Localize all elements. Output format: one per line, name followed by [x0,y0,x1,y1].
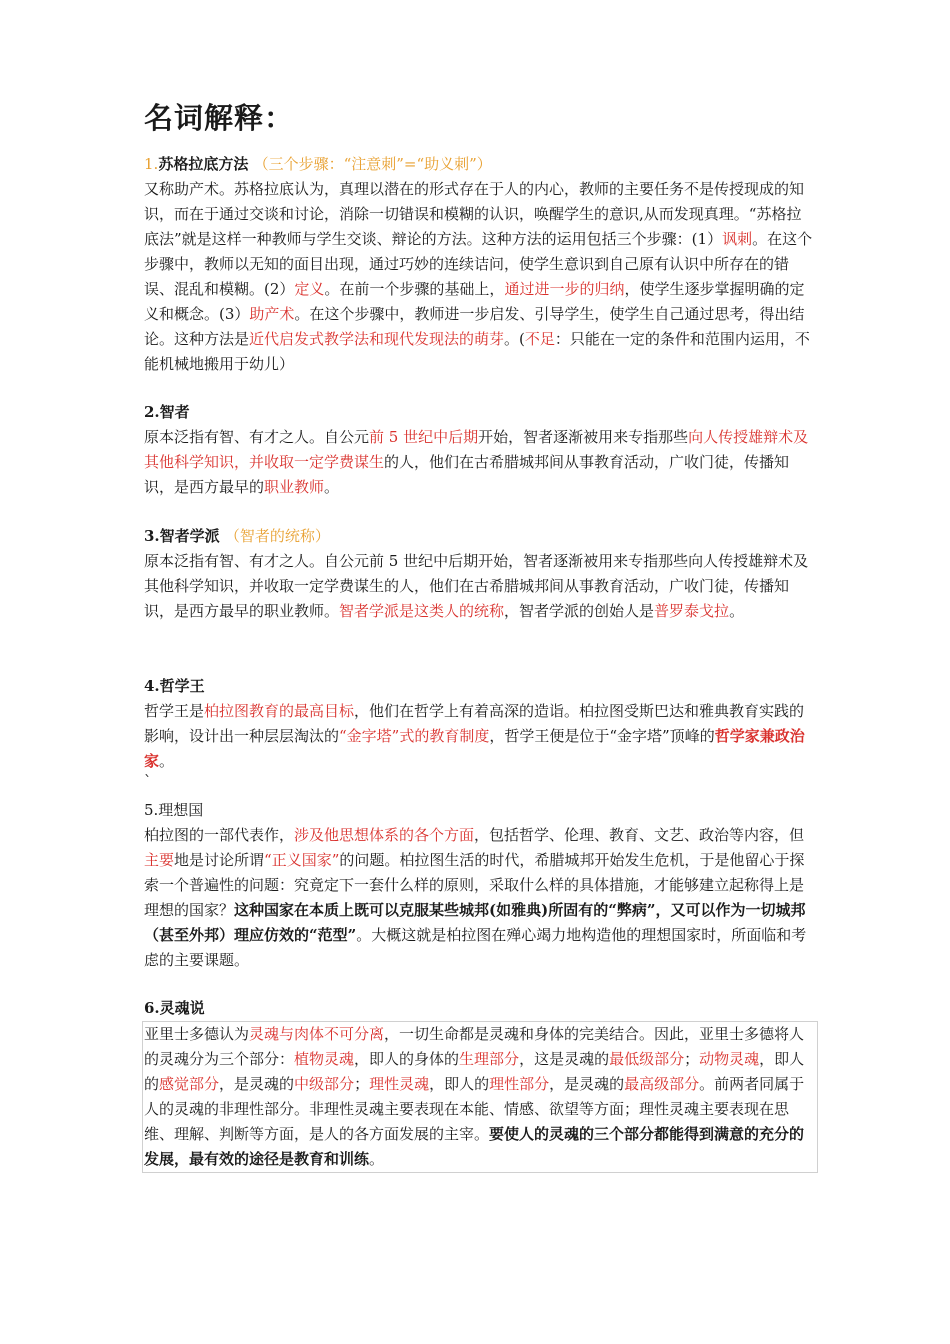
highlight-text: 动物灵魂 [699,1050,760,1068]
highlight-text: 最高级部分 [624,1075,700,1093]
highlight-text: 普罗泰戈拉 [654,602,730,620]
entry-body [144,823,814,973]
body-text: 亚里士多德认为 [144,1025,250,1043]
body-text: 哲学王是 [144,702,205,720]
body-text: 。大概这就是柏拉图在殚心竭力地构造他的理想国家时，所面临和考虑的主要课题。 [144,926,807,969]
highlight-text: 通过进一步的归纳 [504,280,625,298]
body-text: ，是灵魂的 [219,1075,295,1093]
body-text: 柏拉图的一部代表作， [144,826,295,844]
body-text: 原本泛指有智、有才之人。自公元 [144,428,370,446]
body-text: ，哲学王便是位于“金字塔”顶峰的 [489,727,715,745]
highlight-text: 哲学家兼政治家 [144,727,805,770]
entry-term: 3.智者学派 [144,527,220,545]
body-text: ，即人的 [144,1050,805,1093]
entry-body [142,1021,818,1173]
entry-sophist [144,400,814,500]
body-text: ，智者学派的创始人是 [504,602,655,620]
body-text: 开始，智者逐渐被用来专指那些 [478,428,689,446]
entry-heading [144,524,814,549]
body-text: 。 [324,478,340,496]
highlight-text: “金字塔”式的教育制度 [339,727,490,745]
highlight-text: 涉及他思想体系的各个方面 [294,826,475,844]
body-text: ，即人的 [429,1075,490,1093]
entry-body [144,549,814,624]
highlight-text: 不足 [524,330,555,348]
entry-heading: 6.灵魂说 [144,999,205,1017]
entry-socratic-method [144,152,814,377]
highlight-text: 助产术 [249,305,295,323]
body-text: 的人，他们在古希腊城邦间从事教育活动，广收门徒，传播知识，是西方最早的 [144,453,790,496]
entry-philosopher-king [144,674,814,774]
body-text: ，是灵魂的 [549,1075,625,1093]
stray-mark: ` [144,772,152,790]
page-title: 名词解释： [144,101,295,135]
highlight-text: 生理部分 [459,1050,520,1068]
body-text: 。在前一个步骤的基础上， [324,280,505,298]
highlight-text: 前 5 世纪中后期 [369,428,479,446]
entry-heading [144,152,814,177]
highlight-text: 感觉部分 [159,1075,220,1093]
highlight-text: 近代启发式教学法和现代发现法的萌芽 [249,330,505,348]
body-text: ：只能在一定的条件和范围内运用，不能机械地搬用于幼儿） [144,330,810,373]
body-text: ，这是灵魂的 [519,1050,610,1068]
entry-body [144,177,814,377]
body-text: 地是讨论所谓 [174,851,265,869]
body-text: 原本泛指有智、有才之人。自公元前 5 世纪中后期开始，智者逐渐被用来专指那些向人传授雄辩术及其他科学知识，并收取一定学费谋生的人，他们在古希腊城邦间从事教育活动，广收门徒，传播知识，是西方最早的职业教师。 [144,552,809,620]
highlight-text: 最低级部分 [609,1050,685,1068]
highlight-text: 定义 [294,280,325,298]
body-text: 。 [369,1150,385,1168]
body-text: ，使学生逐步掌握明确的定义和概念。(3） [144,280,805,323]
entry-number: 1. [144,155,159,173]
body-text: ，他们在哲学上有着高深的造诣。柏拉图受斯巴达和雅典教育实践的影响，设计出一种层层淘汰的 [144,702,805,745]
body-text: ，一切生命都是灵魂和身体的完美结合。因此，亚里士多德将人的灵魂分为三个部分： [144,1025,805,1068]
body-text: 。 [159,752,175,770]
entry-body [144,425,814,500]
body-text: ； [684,1050,700,1068]
highlight-text: 向人传授雄辩术及其他科学知识，并收取一定学费谋生 [144,428,809,471]
body-text: ； [354,1075,370,1093]
body-text: 。 [729,602,745,620]
body-text: 。在这个步骤中，教师进一步启发、引导学生，使学生自己通过思考，得出结论。这种方法是 [144,305,805,348]
entry-heading: 4.哲学王 [144,677,205,695]
highlight-text: 灵魂与肉体不可分离 [249,1025,385,1043]
body-text: 的问题。柏拉图生活的时代，希腊城邦开始发生危机，于是他留心于探索一个普遍性的问题：究竟定下一套什么样的原则，采取什么样的具体措施，才能够建立起称得上是理想的国家？ [144,851,805,919]
entry-heading: 2.智者 [144,403,190,421]
body-text: 。在这个步骤中，教师以无知的面目出现，通过巧妙的连续诘问，使学生意识到自己原有认识中所存在的错误、混乱和模糊。(2） [144,230,813,298]
entry-heading: 5.理想国 [144,801,204,819]
highlight-text: 理性部分 [489,1075,550,1093]
highlight-text: 植物灵魂 [294,1050,355,1068]
body-text: ，包括哲学、伦理、教育、文艺、政治等内容，但 [474,826,805,844]
highlight-text: 职业教师 [264,478,325,496]
entry-body [144,699,814,774]
highlight-text: 讽刺 [722,230,753,248]
body-text: 又称助产术。苏格拉底认为，真理以潜在的形式存在于人的内心，教师的主要任务不是传授现成的知识，而在于通过交谈和讨论，消除一切错误和模糊的认识，唤醒学生的意识,从而发现真理。“苏格拉底法”就是这样一种教师与学生交谈、辩论的方法。这种方法的运用包括三个步骤：(1） [144,180,805,248]
bold-text: 要使人的灵魂的三个部分都能得到满意的充分的发展，最有效的途径是教育和训练 [144,1125,805,1168]
body-text: 。( [504,330,525,348]
highlight-text: 主要 [144,851,175,869]
highlight-text: 柏拉图教育的最高目标 [204,702,355,720]
highlight-text: 理性灵魂 [369,1075,430,1093]
entry-soul-theory [144,996,814,1173]
bold-text: 这种国家在本质上既可以克服某些城邦(如雅典)所固有的“弊病”，又可以作为一切城邦（甚至外邦）理应仿效的“范型” [144,901,806,944]
entry-sophist-school [144,524,814,624]
body-text: 。前两者同属于人的灵魂的非理性部分。非理性灵魂主要表现在本能、情感、欲望等方面；理性灵魂主要表现在思维、理解、判断等方面，是人的各方面发展的主宰。 [144,1075,805,1143]
entry-term: 苏格拉底方法 [158,155,249,173]
highlight-text: 中级部分 [294,1075,355,1093]
entry-note: （三个步骤：“注意刺”=“助义刺”） [253,155,492,173]
highlight-text: “正义国家” [264,851,340,869]
entry-note: （智者的统称） [224,527,330,545]
body-text: ，即人的身体的 [354,1050,460,1068]
highlight-text: 智者学派是这类人的统称 [339,602,505,620]
entry-republic [144,798,814,973]
